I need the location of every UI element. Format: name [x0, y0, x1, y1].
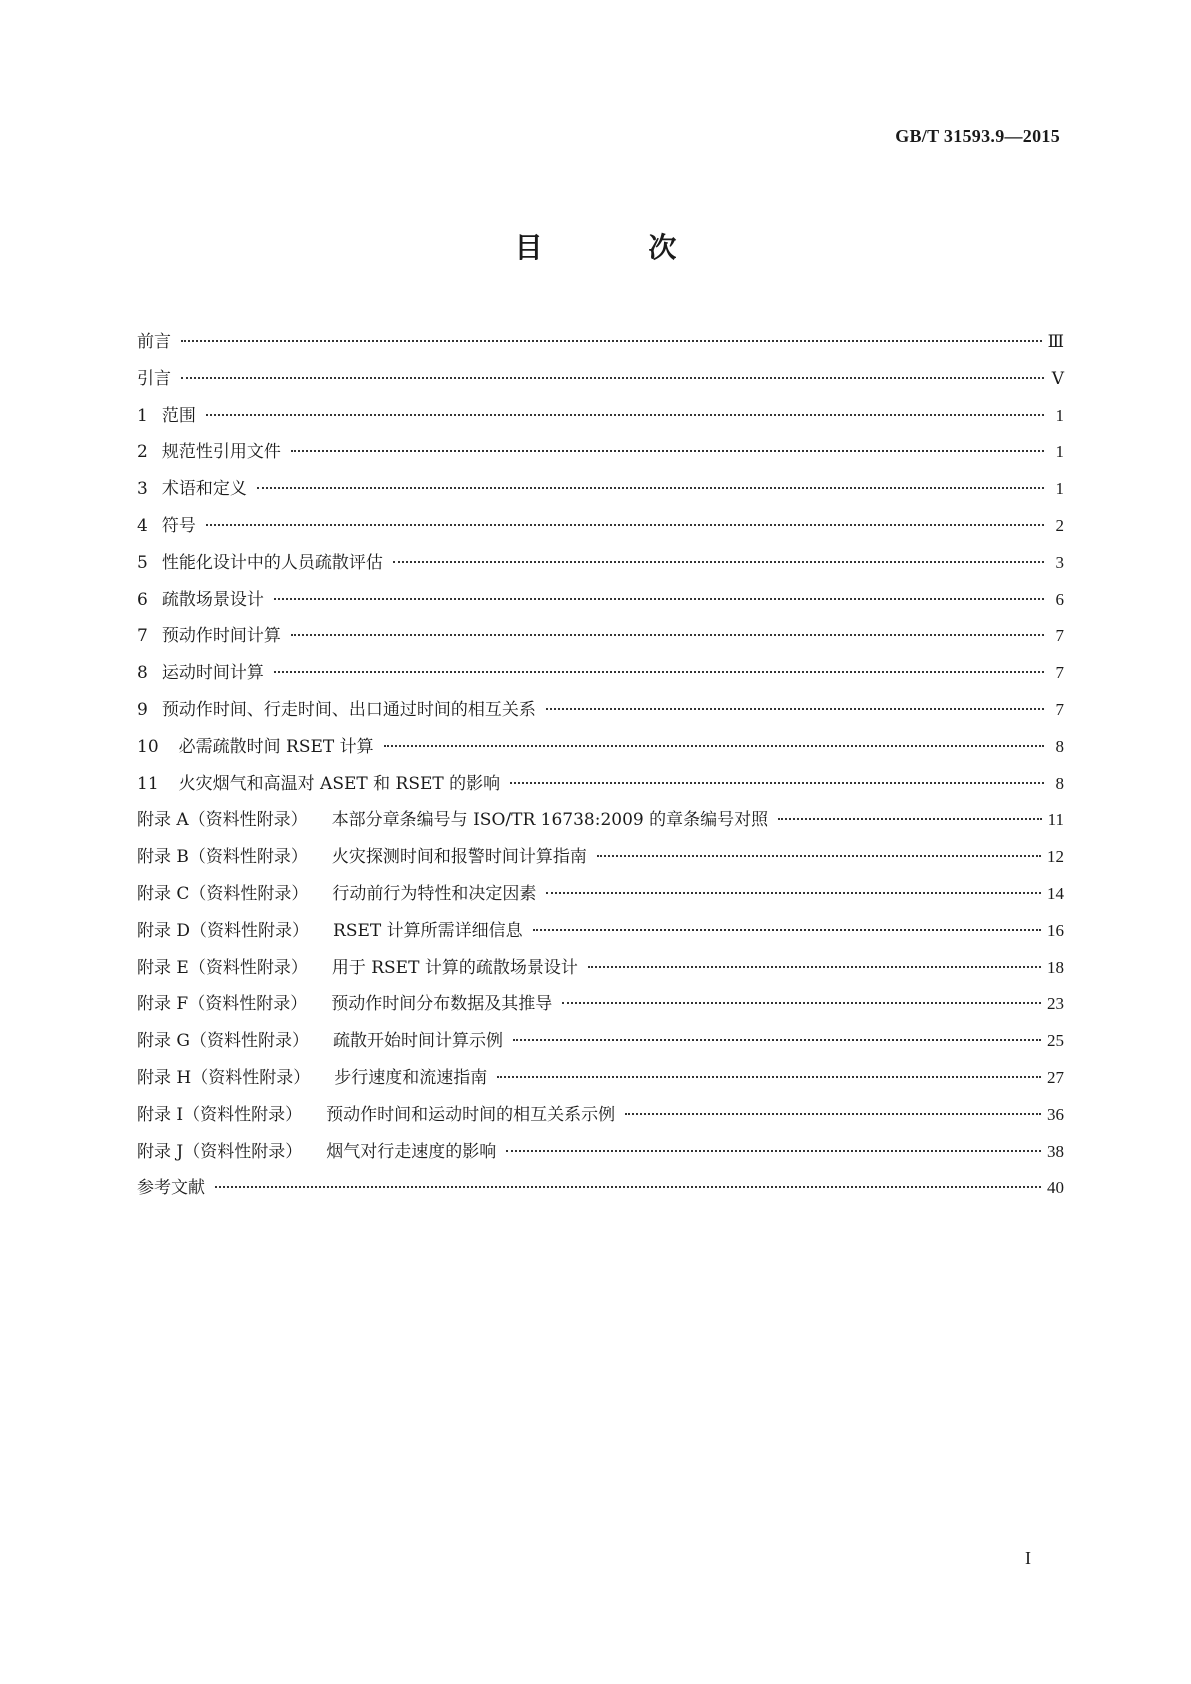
toc-entry-label: 符号 [161, 515, 196, 536]
toc-entry-number: 3 [137, 479, 148, 500]
toc-entry-number: 附录 J（资料性附录） [137, 1141, 303, 1162]
toc-entry-label: 烟气对行走速度的影响 [326, 1141, 497, 1162]
toc-entry-number: 7 [137, 626, 148, 647]
toc-entry-label: RSET 计算所需详细信息 [333, 920, 523, 941]
toc-entry[interactable] [137, 695, 1064, 732]
toc-entry-number: 附录 I（资料性附录） [137, 1104, 303, 1125]
toc-entry-page: 23 [1047, 994, 1064, 1014]
toc-entry-label: 参考文献 [137, 1178, 205, 1199]
dot-leader [274, 598, 1044, 600]
toc-entry-number: 8 [137, 663, 148, 684]
toc-entry-label: 疏散场景设计 [161, 589, 264, 610]
dot-leader [181, 377, 1044, 379]
toc-entry[interactable] [137, 658, 1064, 695]
toc-entry-page: Ⅲ [1047, 332, 1064, 351]
toc-entry[interactable] [137, 916, 1064, 953]
toc-entry-page: 8 [1055, 773, 1064, 793]
toc-entry-page: 7 [1055, 699, 1064, 719]
dot-leader [778, 818, 1041, 820]
toc-entry-label: 范围 [161, 405, 196, 426]
toc-entry-label: 行动前行为特性和决定因素 [332, 883, 537, 904]
toc-entry-label: 预动作时间分布数据及其推导 [331, 994, 553, 1015]
toc-entry-page: 40 [1047, 1178, 1064, 1198]
toc-entry[interactable] [137, 621, 1064, 658]
toc-entry[interactable] [137, 989, 1064, 1026]
dot-leader [546, 708, 1044, 710]
toc-entry[interactable] [137, 769, 1064, 806]
toc-entry-label: 性能化设计中的人员疏散评估 [161, 552, 383, 573]
toc-entry-page: 7 [1055, 626, 1064, 646]
toc-entry-page: 18 [1047, 957, 1064, 977]
dot-leader [506, 1150, 1041, 1152]
toc-entry-number: 附录 A（资料性附录） [137, 810, 308, 831]
dot-leader [597, 855, 1041, 857]
toc-entry[interactable] [137, 437, 1064, 474]
toc-entry[interactable] [137, 548, 1064, 585]
toc-entry-label: 必需疏散时间 RSET 计算 [178, 736, 374, 757]
toc-entry-page: 16 [1047, 920, 1064, 940]
toc-entry[interactable] [137, 732, 1064, 769]
toc-entry-page: 1 [1055, 442, 1064, 462]
table-of-contents [137, 327, 1064, 1210]
dot-leader [533, 929, 1041, 931]
toc-entry-number: 2 [137, 442, 148, 463]
toc-entry-page: 25 [1047, 1031, 1064, 1051]
toc-entry[interactable] [137, 474, 1064, 511]
toc-entry-label: 步行速度和流速指南 [334, 1067, 488, 1088]
toc-entry-number: 附录 B（资料性附录） [137, 847, 308, 868]
toc-entry-label: 本部分章条编号与 ISO/TR 16738:2009 的章条编号对照 [331, 810, 769, 831]
toc-entry-page: 3 [1055, 552, 1064, 572]
toc-entry-page: 1 [1055, 479, 1064, 499]
toc-entry-number: 9 [137, 699, 148, 720]
toc-entry-number: 11 [137, 773, 159, 794]
dot-leader [562, 1002, 1041, 1004]
toc-entry-page: 7 [1055, 663, 1064, 683]
toc-entry-page: 14 [1047, 883, 1064, 903]
toc-entry[interactable] [137, 585, 1064, 622]
toc-entry[interactable] [137, 1137, 1064, 1174]
standard-code: GB/T 31593.9—2015 [895, 126, 1060, 146]
toc-entry-number: 4 [137, 515, 148, 536]
toc-entry[interactable] [137, 1026, 1064, 1063]
dot-leader [497, 1076, 1041, 1078]
toc-entry-label: 火灾烟气和高温对 ASET 和 RSET 的影响 [178, 773, 501, 794]
toc-entry-page: 2 [1055, 515, 1064, 535]
dot-leader [625, 1113, 1041, 1115]
toc-entry-number: 附录 H（资料性附录） [137, 1067, 311, 1088]
toc-entry-label: 用于 RSET 计算的疏散场景设计 [331, 957, 578, 978]
dot-leader [510, 782, 1044, 784]
dot-leader [181, 340, 1042, 342]
toc-entry-label: 术语和定义 [161, 479, 247, 500]
toc-entry-number: 附录 C（资料性附录） [137, 883, 309, 904]
dot-leader [393, 561, 1044, 563]
toc-entry[interactable] [137, 511, 1064, 548]
toc-entry[interactable] [137, 879, 1064, 916]
dot-leader [206, 414, 1044, 416]
page-number: I [1025, 1548, 1031, 1568]
toc-entry[interactable] [137, 842, 1064, 879]
dot-leader [384, 745, 1044, 747]
toc-entry-page: 6 [1055, 589, 1064, 609]
toc-entry-label: 预动作时间、行走时间、出口通过时间的相互关系 [161, 699, 536, 720]
toc-entry-number: 5 [137, 552, 148, 573]
toc-entry[interactable] [137, 1100, 1064, 1137]
toc-entry[interactable] [137, 364, 1064, 401]
toc-entry-label: 引言 [137, 368, 171, 389]
toc-entry-number: 附录 F（资料性附录） [137, 994, 308, 1015]
dot-leader [257, 487, 1044, 489]
toc-entry-page: 12 [1047, 847, 1064, 867]
page-title: 目 次 [514, 231, 725, 264]
toc-entry-label: 火灾探测时间和报警时间计算指南 [331, 847, 587, 868]
toc-entry[interactable] [137, 401, 1064, 438]
toc-entry-label: 规范性引用文件 [161, 442, 281, 463]
toc-entry-page: 27 [1047, 1067, 1064, 1087]
toc-entry[interactable] [137, 1173, 1064, 1210]
dot-leader [546, 892, 1041, 894]
toc-entry-label: 运动时间计算 [161, 663, 264, 684]
dot-leader [588, 966, 1041, 968]
toc-entry-page: 1 [1055, 405, 1064, 425]
toc-entry-page: 8 [1055, 736, 1064, 756]
toc-entry-label: 预动作时间和运动时间的相互关系示例 [326, 1104, 616, 1125]
dot-leader [215, 1186, 1041, 1188]
toc-entry-label: 预动作时间计算 [161, 626, 281, 647]
toc-entry-number: 附录 E（资料性附录） [137, 957, 308, 978]
dot-leader [206, 524, 1044, 526]
toc-entry-number: 1 [137, 405, 148, 426]
dot-leader [274, 671, 1044, 673]
toc-entry-number: 6 [137, 589, 148, 610]
dot-leader [291, 450, 1044, 452]
toc-entry-page: 11 [1047, 810, 1064, 830]
toc-entry-number: 10 [137, 736, 159, 757]
toc-entry-page: 36 [1047, 1104, 1064, 1124]
toc-entry[interactable] [137, 953, 1064, 990]
dot-leader [513, 1039, 1041, 1041]
toc-entry[interactable] [137, 327, 1064, 364]
toc-entry[interactable] [137, 1063, 1064, 1100]
toc-entry-label: 疏散开始时间计算示例 [332, 1031, 503, 1052]
toc-entry-page: Ⅴ [1051, 368, 1064, 388]
toc-entry-number: 附录 G（资料性附录） [137, 1031, 309, 1052]
toc-entry-page: 38 [1047, 1141, 1064, 1161]
toc-entry-label: 前言 [137, 332, 171, 352]
dot-leader [291, 634, 1044, 636]
toc-entry-number: 附录 D（资料性附录） [137, 920, 310, 941]
toc-entry[interactable] [137, 805, 1064, 842]
